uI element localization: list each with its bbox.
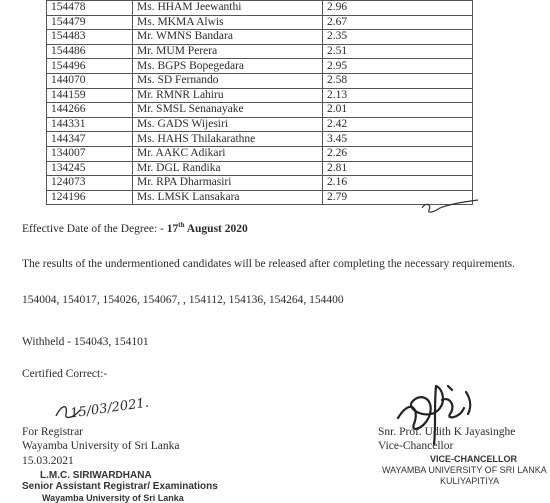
- gpa-cell: 2.67: [323, 15, 473, 30]
- registrar-stamp-name: L.M.C. SIRIWARDHANA: [40, 470, 152, 481]
- name-cell: Mr. AAKC Adikari: [133, 146, 323, 161]
- results-table: [46, 0, 473, 205]
- table-row: [47, 30, 473, 45]
- withheld-line: Withheld - 154043, 154101: [22, 336, 149, 348]
- vc-stamp-title: VICE-CHANCELLOR: [430, 454, 517, 464]
- table-row: [47, 1, 473, 16]
- name-cell: Ms. HHAM Jeewanthi: [133, 1, 323, 16]
- pending-note: The results of the undermentioned candidates will be released after completing the necessary requirements.: [22, 258, 516, 270]
- index-cell: 144331: [47, 117, 133, 132]
- name-cell: Ms. SD Fernando: [133, 73, 323, 88]
- vc-stamp-place: KULIYAPITIYA: [440, 476, 500, 486]
- registrar-date: 15.03.2021: [22, 455, 74, 467]
- gpa-cell: 2.81: [323, 161, 473, 176]
- pending-ids: 154004, 154017, 154026, 154067, , 154112, 154136, 154264, 154400: [22, 294, 344, 306]
- gpa-cell: 2.42: [323, 117, 473, 132]
- index-cell: 124073: [47, 176, 133, 191]
- table-row: [47, 161, 473, 176]
- table-row: [47, 190, 473, 205]
- gpa-cell: 2.51: [323, 44, 473, 59]
- registrar-stamp-org: Wayamba University of Sri Lanka: [42, 493, 184, 503]
- index-cell: 154478: [47, 1, 133, 16]
- gpa-cell: 2.26: [323, 146, 473, 161]
- effective-date-line: [22, 221, 248, 235]
- vice-chancellor-name: Snr. Prof. Udith K Jayasinghe: [378, 426, 516, 438]
- name-cell: Ms. BGPS Bopegedara: [133, 59, 323, 74]
- table-row: [47, 73, 473, 88]
- name-cell: Ms. GADS Wijesiri: [133, 117, 323, 132]
- index-cell: 134007: [47, 146, 133, 161]
- name-cell: Mr. MUM Perera: [133, 44, 323, 59]
- index-cell: 144266: [47, 103, 133, 118]
- results-table-body: [47, 1, 473, 205]
- handwritten-date: 15/03/2021.: [69, 395, 150, 422]
- registrar-university: Wayamba University of Sri Lanka: [22, 440, 180, 452]
- table-row: [47, 59, 473, 74]
- index-cell: 154483: [47, 30, 133, 45]
- table-row: [47, 44, 473, 59]
- certified-correct: Certified Correct:-: [22, 368, 108, 380]
- index-cell: 154496: [47, 59, 133, 74]
- index-cell: 144347: [47, 132, 133, 147]
- table-row: [47, 15, 473, 30]
- name-cell: Mr. WMNS Bandara: [133, 30, 323, 45]
- name-cell: Mr. RMNR Lahiru: [133, 88, 323, 103]
- for-registrar: For Registrar: [22, 426, 84, 438]
- name-cell: Ms. LMSK Lansakara: [133, 190, 323, 205]
- gpa-cell: 2.01: [323, 103, 473, 118]
- gpa-cell: 2.35: [323, 30, 473, 45]
- effective-date-suffix: th: [178, 221, 185, 229]
- table-row: [47, 146, 473, 161]
- registrar-stamp-title: Senior Assistant Registrar/ Examinations: [22, 481, 218, 492]
- gpa-cell: 2.58: [323, 73, 473, 88]
- name-cell: Mr. RPA Dharmasiri: [133, 176, 323, 191]
- name-cell: Mr. SMSL Senanayake: [133, 103, 323, 118]
- effective-date-label: Effective Date of the Degree: -: [22, 222, 167, 235]
- table-row: [47, 88, 473, 103]
- check-mark-icon: [420, 196, 480, 218]
- gpa-cell: 2.13: [323, 88, 473, 103]
- table-row: [47, 176, 473, 191]
- index-cell: 154479: [47, 15, 133, 30]
- gpa-cell: 2.79: [323, 190, 473, 205]
- index-cell: 154486: [47, 44, 133, 59]
- name-cell: Ms. HAHS Thilakarathne: [133, 132, 323, 147]
- index-cell: 144159: [47, 88, 133, 103]
- effective-date-month-year: August 2020: [184, 222, 248, 235]
- table-row: [47, 117, 473, 132]
- vc-stamp-org: WAYAMBA UNIVERSITY OF SRI LANKA: [382, 465, 547, 475]
- gpa-cell: 2.95: [323, 59, 473, 74]
- index-cell: 124196: [47, 190, 133, 205]
- gpa-cell: 2.96: [323, 1, 473, 16]
- gpa-cell: 2.16: [323, 176, 473, 191]
- gpa-cell: 3.45: [323, 132, 473, 147]
- vice-chancellor-title: Vice-Chancellor: [378, 440, 454, 452]
- name-cell: Ms. MKMA Alwis: [133, 15, 323, 30]
- index-cell: 144070: [47, 73, 133, 88]
- table-row: [47, 132, 473, 147]
- table-row: [47, 103, 473, 118]
- effective-date-day: 17: [166, 222, 179, 235]
- index-cell: 134245: [47, 161, 133, 176]
- name-cell: Mr. DGL Randika: [133, 161, 323, 176]
